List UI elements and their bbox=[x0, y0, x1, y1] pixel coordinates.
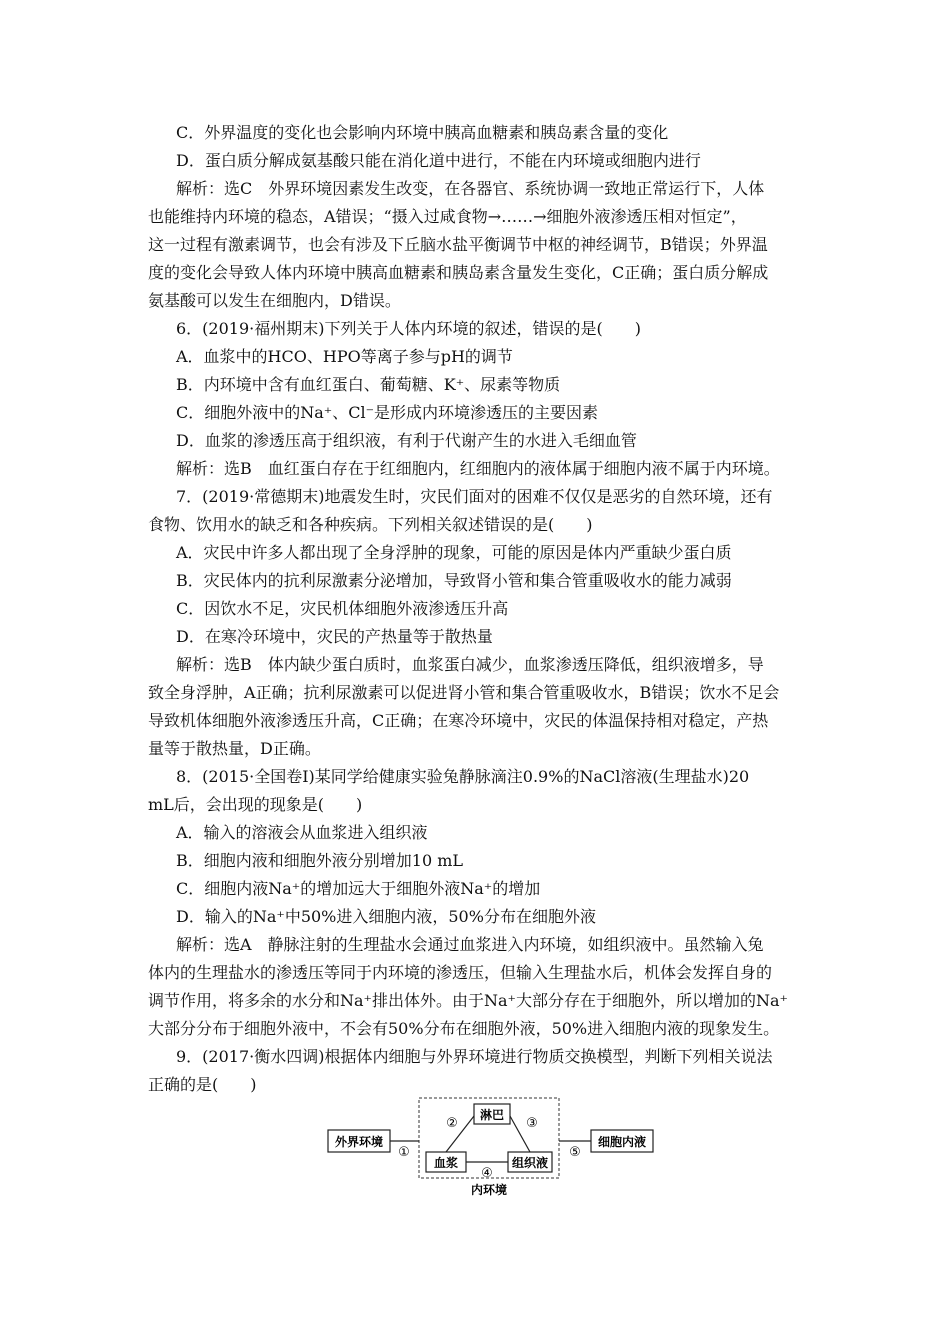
internal-environment-label: 内环境 bbox=[470, 1183, 508, 1197]
label-n2: ② bbox=[446, 1116, 458, 1131]
text-line: 度的变化会导致人体内环境中胰高血糖素和胰岛素含量发生变化，C正确；蛋白质分解成 bbox=[148, 263, 769, 282]
text-line: D．血浆的渗透压高于组织液，有利于代谢产生的水进入毛细血管 bbox=[176, 431, 637, 450]
text-line: 调节作用，将多余的水分和Na⁺排出体外。由于Na⁺大部分存在于细胞外，所以增加的Na⁺ bbox=[148, 991, 788, 1010]
text-line: 解析：选B 体内缺少蛋白质时，血浆蛋白减少，血浆渗透压降低，组织液增多，导 bbox=[176, 655, 764, 674]
text-line: A．灾民中许多人都出现了全身浮肿的现象，可能的原因是体内严重缺少蛋白质 bbox=[176, 543, 732, 562]
text-line: C．因饮水不足，灾民机体细胞外液渗透压升高 bbox=[176, 599, 509, 618]
text-line: C．细胞内液Na⁺的增加远大于细胞外液Na⁺的增加 bbox=[176, 879, 541, 898]
text-line: 8．(2015·全国卷Ⅰ)某同学给健康实验兔静脉滴注0.9%的NaCl溶液(生理盐水)20 bbox=[176, 767, 750, 786]
text-line: 氨基酸可以发生在细胞内，D错误。 bbox=[148, 291, 401, 310]
text-line: B．内环境中含有血红蛋白、葡萄糖、K⁺、尿素等物质 bbox=[176, 375, 561, 394]
text-line: 7．(2019·常德期末)地震发生时，灾民们面对的困难不仅仅是恶劣的自然环境，还有 bbox=[176, 487, 773, 506]
text-line: 9．(2017·衡水四调)根据体内细胞与外界环境进行物质交换模型，判断下列相关说法 bbox=[176, 1047, 773, 1066]
text-line: B．灾民体内的抗利尿激素分泌增加，导致肾小管和集合管重吸收水的能力减弱 bbox=[176, 571, 732, 590]
label-n3: ③ bbox=[526, 1116, 538, 1131]
text-line: 解析：选C 外界环境因素发生改变，在各器官、系统协调一致地正常运行下，人体 bbox=[176, 179, 765, 198]
label-n5: ⑤ bbox=[569, 1145, 581, 1160]
text-line: mL后，会出现的现象是( ) bbox=[148, 795, 363, 814]
label-n4: ④ bbox=[481, 1166, 493, 1181]
text-line: 正确的是( ) bbox=[148, 1075, 257, 1094]
text-line: D．输入的Na⁺中50%进入细胞内液，50%分布在细胞外液 bbox=[176, 907, 596, 926]
text-line: D．在寒冷环境中，灾民的产热量等于散热量 bbox=[176, 627, 493, 646]
plasma-label: 血浆 bbox=[433, 1156, 459, 1170]
text-line: 解析：选B 血红蛋白存在于红细胞内，红细胞内的液体属于细胞内液不属于内环境。 bbox=[176, 459, 780, 478]
text-line: 大部分分布于细胞外液中，不会有50%分布在细胞外液，50%进入细胞内液的现象发生。 bbox=[148, 1019, 780, 1038]
text-line: 也能维持内环境的稳态，A错误；“摄入过咸食物→……→细胞外液渗透压相对恒定”， bbox=[148, 207, 747, 226]
text-line: 这一过程有激素调节，也会有涉及下丘脑水盐平衡调节中枢的神经调节，B错误；外界温 bbox=[148, 235, 768, 254]
lymph-label: 淋巴 bbox=[479, 1108, 505, 1122]
text-line: 解析：选A 静脉注射的生理盐水会通过血浆进入内环境，如组织液中。虽然输入兔 bbox=[176, 935, 764, 954]
text-line: B．细胞内液和细胞外液分别增加10 mL bbox=[176, 851, 464, 870]
external-environment-label: 外界环境 bbox=[334, 1135, 384, 1149]
text-line: 量等于散热量，D正确。 bbox=[148, 739, 321, 758]
text-line: D．蛋白质分解成氨基酸只能在消化道中进行，不能在内环境或细胞内进行 bbox=[176, 151, 701, 170]
text-line: A．输入的溶液会从血浆进入组织液 bbox=[176, 823, 428, 842]
text-line: 食物、饮用水的缺乏和各种疾病。下列相关叙述错误的是( ) bbox=[148, 515, 593, 534]
text-line: A．血浆中的HCO、HPO等离子参与pH的调节 bbox=[176, 347, 513, 366]
text-line: 体内的生理盐水的渗透压等同于内环境的渗透压，但输入生理盐水后，机体会发挥自身的 bbox=[148, 963, 773, 982]
text-line: 导致机体细胞外液渗透压升高，C正确；在寒冷环境中，灾民的体温保持相对稳定，产热 bbox=[148, 711, 769, 730]
tissue-fluid-label: 组织液 bbox=[511, 1156, 549, 1170]
exchange-model-diagram bbox=[320, 1094, 660, 1204]
label-n1: ① bbox=[398, 1145, 410, 1160]
intracellular-fluid-label: 细胞内液 bbox=[597, 1135, 647, 1149]
text-line: C．细胞外液中的Na⁺、Cl⁻是形成内环境渗透压的主要因素 bbox=[176, 403, 599, 422]
text-line: 6．(2019·福州期末)下列关于人体内环境的叙述，错误的是( ) bbox=[176, 319, 641, 338]
text-line: C．外界温度的变化也会影响内环境中胰高血糖素和胰岛素含量的变化 bbox=[176, 123, 669, 142]
text-line: 致全身浮肿，A正确；抗利尿激素可以促进肾小管和集合管重吸收水，B错误；饮水不足会 bbox=[148, 683, 780, 702]
